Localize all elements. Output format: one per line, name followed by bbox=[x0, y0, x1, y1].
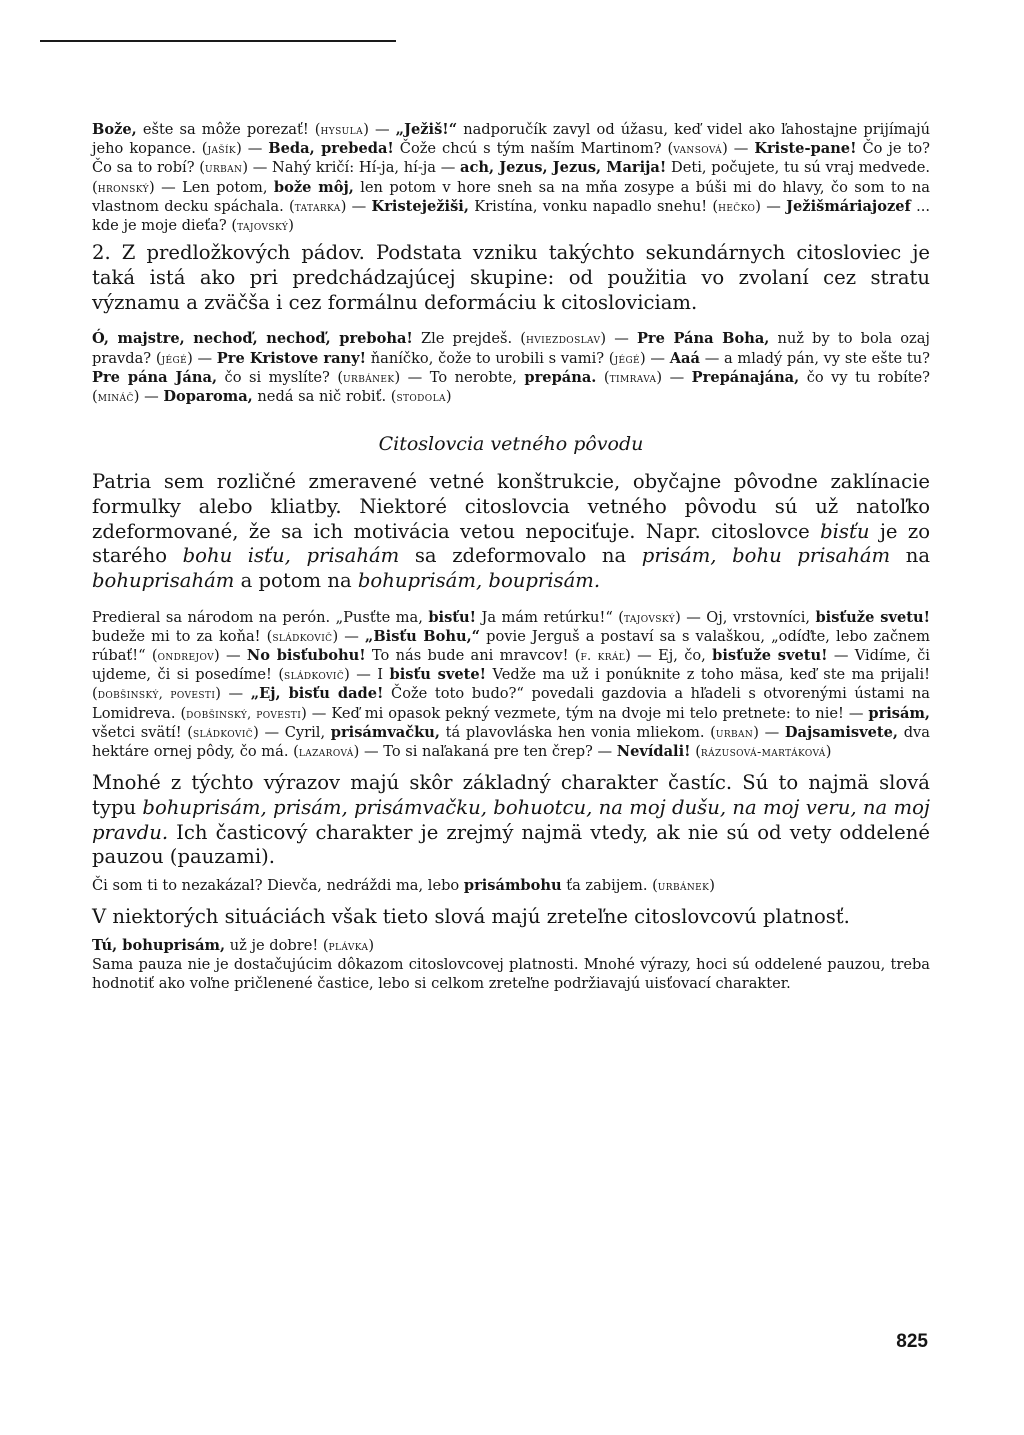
interjection-term: prisámvačku, bbox=[330, 723, 440, 741]
text-run: ) — bbox=[363, 121, 396, 138]
text-run: nadporučík zavyl od úžasu, keď videl ako ľahostajne prijímajú jeho kopance. ( bbox=[92, 121, 930, 158]
interjection-term: prisámbohu bbox=[463, 877, 562, 895]
author-name: dobšinský, povesti bbox=[97, 686, 216, 702]
italic-term: bohuprisám, prisám, prisámvačku, bohuotcu, na moj dušu, na moj veru, na moj pravdu. bbox=[92, 795, 930, 844]
interjection-term: prisám, bbox=[868, 704, 930, 722]
interjection-term: Beda, prebeda! bbox=[268, 140, 394, 158]
author-name: jégé bbox=[161, 350, 188, 366]
interjection-term: „Ježiš!“ bbox=[395, 121, 458, 138]
closing-paragraph bbox=[92, 955, 930, 993]
text-run: Mnohé z týchto výrazov majú skôr základný charakter častíc. Sú to najmä slová typu bbox=[92, 771, 930, 819]
text-run: Deti, počujete, tu sú vraj medvede. ( bbox=[92, 159, 931, 196]
interjection-term: Pre Kristove rany! bbox=[216, 349, 367, 367]
text-run: ) bbox=[368, 937, 375, 954]
text-run: ) — bbox=[133, 387, 164, 405]
interjection-term: Pre pána Jána, bbox=[92, 368, 218, 386]
page-body bbox=[92, 120, 930, 994]
text-run: ... kde je moje dieťa? ( bbox=[92, 197, 931, 235]
example-paragraph-2 bbox=[92, 329, 930, 406]
text-run: Ja mám retúrku!“ ( bbox=[476, 608, 624, 626]
text-run: ) — bbox=[213, 647, 247, 665]
text-run: ) — bbox=[753, 723, 785, 741]
text-run: Predieral sa národom na perón. „Pusťte ma, bbox=[92, 608, 429, 626]
text-run: ) — Keď mi opasok pekný vezmete, tým na dvoje mi telo pretnete: to nie! — bbox=[301, 704, 869, 722]
italic-term: bohu isťu, prisahám bbox=[182, 544, 400, 568]
interjection-term: Dajsamisvete, bbox=[784, 723, 899, 741]
interjection-term: ach, Jezus, Jezus, Marija! bbox=[460, 159, 667, 177]
text-run: len potom v hore sneh sa na mňa zosype a búši mi do hlavy, čo som to na vlastnom decku spáchala. ( bbox=[92, 178, 930, 215]
text-run: ňaníčko, čože to urobili s vami? ( bbox=[366, 349, 615, 367]
author-name: stodola bbox=[396, 388, 446, 404]
interjection-term: Ježišmáriajozef bbox=[786, 197, 911, 215]
author-name: ondrejov bbox=[157, 648, 214, 664]
text-run: ) — Oj, vrstovníci, bbox=[675, 608, 816, 626]
author-name: f. kráľ bbox=[580, 648, 626, 664]
text-run: ) — bbox=[656, 368, 692, 386]
example-sentence-2 bbox=[92, 936, 930, 955]
section-2-paragraph bbox=[92, 241, 930, 315]
text-run: Ich časticový charakter je zrejmý najmä vtedy, ak nie sú od vety oddelené pauzou (pauzami). bbox=[92, 820, 930, 869]
author-name: urban bbox=[204, 160, 243, 176]
text-run: tá plavovláska hen vonia mliekom. ( bbox=[439, 723, 716, 741]
text-run: už je dobre! ( bbox=[225, 937, 329, 954]
interjection-term: Nevídali! bbox=[616, 743, 691, 761]
text-run: ( bbox=[596, 368, 610, 386]
interjection-term: bože môj, bbox=[273, 178, 354, 196]
author-name: dobšinský, povesti bbox=[186, 705, 302, 721]
interjection-term: Kristeježiši, bbox=[371, 197, 469, 215]
author-name: rázusová-martáková bbox=[700, 744, 826, 760]
text-run: ) — To si naľakaná pre ten črep? — bbox=[353, 743, 617, 761]
page-number: 825 bbox=[896, 1331, 928, 1352]
text-run: ( bbox=[690, 743, 701, 761]
text-run: ) — I bbox=[344, 666, 390, 684]
text-run: ) — To nerobte, bbox=[394, 368, 525, 386]
particles-paragraph bbox=[92, 771, 930, 870]
text-run: Čože toto budo?“ povedali gazdovia a hľadeli s otvorenými ústami na Lomidreva. ( bbox=[92, 685, 930, 722]
text-run: Patria sem rozličné zmeravené vetné konštrukcie, obyčajne pôvodne zaklínacie formulky alebo kliatby. Niektoré citoslovcia vetného pôvodu sú už natoľko zdeformované, že sa ich motivácia vetou nepociťuje. Napr. citoslovce bbox=[92, 470, 930, 543]
interjection-term: prepána. bbox=[524, 368, 597, 386]
text-run: budeže mi to za koňa! ( bbox=[92, 627, 273, 645]
example-paragraph-3 bbox=[92, 608, 930, 762]
text-run: ) — bbox=[640, 349, 670, 367]
text-run: Čo je to? Čo sa to robí? ( bbox=[92, 140, 930, 177]
author-name: hronský bbox=[97, 179, 149, 195]
interjection-term: Pre Pána Boha, bbox=[636, 330, 770, 348]
interjection-term: Aaá bbox=[669, 349, 700, 367]
text-run: 2. Z predložkových pádov. Podstata vzniku takýchto sekundárnych citosloviec je taká istá ako pri predchádzajúcej skupine: od použitia vo zvolaní cez stratu významu a zväčša i cez formálnu deformáciu k citosloviciam. bbox=[92, 241, 930, 314]
text-run: ) — bbox=[722, 140, 755, 158]
text-run: všetci svätí! ( bbox=[92, 723, 193, 741]
text-run: ) — bbox=[600, 330, 637, 348]
example-sentence-1 bbox=[92, 876, 930, 895]
text-run: ) bbox=[288, 217, 294, 235]
text-run: povie Jerguš a postaví sa s valaškou, „odíďte, lebo začnem rúbať!“ ( bbox=[92, 627, 930, 665]
example-paragraph-1 bbox=[92, 120, 930, 235]
validity-paragraph bbox=[92, 905, 930, 930]
author-name: plávka bbox=[328, 938, 369, 953]
text-run: na bbox=[890, 544, 931, 568]
intro-paragraph bbox=[92, 470, 930, 594]
interjection-term: „Ej, bisťu dade! bbox=[250, 685, 384, 703]
italic-term: bohuprisám, bouprisám. bbox=[357, 568, 601, 592]
author-name: tatarka bbox=[294, 198, 341, 214]
text-run: Zle prejdeš. ( bbox=[412, 330, 526, 348]
text-run: ) — bbox=[332, 627, 365, 645]
author-name: urbánek bbox=[343, 369, 395, 385]
top-rule bbox=[40, 40, 396, 42]
interjection-term: Tú, bohuprisám, bbox=[92, 937, 226, 954]
text-run: čo vy tu robíte? ( bbox=[92, 368, 930, 405]
author-name: tajovský bbox=[623, 609, 676, 625]
interjection-term: bisťu svete! bbox=[389, 666, 487, 684]
author-name: vansová bbox=[673, 141, 723, 157]
author-name: urban bbox=[715, 724, 754, 740]
italic-term: bisťu bbox=[820, 519, 870, 543]
text-run: ) — Cyril, bbox=[253, 723, 331, 741]
interjection-term: bisťu! bbox=[428, 608, 477, 626]
interjection-term: Doparoma, bbox=[163, 387, 253, 405]
interjection-term: Kriste-pane! bbox=[754, 140, 857, 158]
interjection-term: „Bisťu Bohu,“ bbox=[364, 627, 481, 645]
text-run: ) — bbox=[187, 349, 217, 367]
text-run: — Vidíme, či ujdeme, či si posedíme! ( bbox=[92, 647, 930, 684]
text-run: ) — Ej, čo, bbox=[625, 647, 713, 665]
text-run: ) — bbox=[340, 197, 372, 215]
text-run: ) — bbox=[755, 197, 787, 215]
text-run: — a mladý pán, vy ste ešte tu? bbox=[699, 349, 930, 367]
section-heading: Citoslovcia vetného pôvodu bbox=[378, 433, 644, 456]
italic-term: bohuprisahám bbox=[92, 568, 235, 592]
text-run: Vedže ma už i ponúknite z toho mäsa, keď ste ma prijali! ( bbox=[92, 666, 930, 703]
text-run: nuž by to bola ozaj pravda? ( bbox=[92, 330, 930, 367]
text-run: ) — bbox=[236, 140, 269, 158]
text-run: je zo starého bbox=[92, 519, 930, 568]
text-run: a potom na bbox=[234, 568, 358, 592]
text-run: ) bbox=[445, 387, 452, 405]
author-name: mináč bbox=[97, 388, 134, 404]
text-run: ) — Nahý kričí: Hí-ja, hí-ja — bbox=[242, 159, 461, 177]
text-run: ) — Len potom, bbox=[148, 178, 274, 196]
interjection-term: bisťuže svetu! bbox=[815, 608, 930, 626]
text-run: Kristína, vonku napadlo snehu! ( bbox=[468, 197, 719, 215]
author-name: jégé bbox=[614, 350, 641, 366]
author-name: urbánek bbox=[657, 878, 710, 894]
italic-term: prisám, bohu prisahám bbox=[641, 544, 891, 568]
text-run: ) bbox=[825, 743, 832, 761]
text-run: ) bbox=[709, 877, 715, 895]
text-run: ešte sa môže porezať! bbox=[136, 121, 315, 138]
author-name: hviezdoslav bbox=[525, 331, 601, 347]
text-run: nedá sa nič robiť. ( bbox=[252, 387, 397, 405]
author-name: lazarová bbox=[298, 744, 354, 760]
interjection-term: Bože, bbox=[92, 121, 137, 138]
interjection-term: bisťuže svetu! bbox=[712, 647, 828, 665]
text-run: V niektorých situáciách však tieto slová majú zreteľne citoslovcovú platnosť. bbox=[92, 905, 850, 929]
interjection-term: Ó, majstre, nechoď, nechoď, preboha! bbox=[92, 330, 413, 348]
interjection-term: No bisťubohu! bbox=[246, 647, 366, 665]
interjection-term: Prepánajána, bbox=[691, 368, 800, 386]
text-run: ( bbox=[314, 121, 321, 138]
text-run: ťa zabijem. ( bbox=[561, 877, 658, 895]
text-run: Sama pauza nie je dostačujúcim dôkazom citoslovcovej platnosti. Mnohé výrazy, hoci sú oddelené pauzou, treba hodnotiť ako voľne pričlenené častice, lebo si celkom zreteľne podržiavajú uisťovací charakter. bbox=[92, 956, 930, 993]
text-run: ) — bbox=[215, 685, 251, 703]
author-name: jašík bbox=[207, 141, 237, 157]
text-run: sa zdeformovalo na bbox=[399, 544, 642, 568]
text-run: Či som ti to nezakázal? Dievča, nedráždi ma, lebo bbox=[92, 877, 464, 895]
text-run: čo si myslíte? ( bbox=[217, 368, 344, 386]
author-name: timrava bbox=[609, 369, 657, 385]
author-name: sládkovič bbox=[284, 667, 345, 683]
text-run: Čože chcú s tým naším Martinom? ( bbox=[393, 140, 674, 158]
author-name: hečko bbox=[718, 198, 756, 214]
author-name: hysulа bbox=[320, 122, 364, 137]
text-run: dva hektáre ornej pôdy, čo má. ( bbox=[92, 723, 930, 761]
author-name: sládkovič bbox=[192, 724, 254, 740]
text-run: To nás bude ani mravcov! ( bbox=[365, 647, 581, 665]
author-name: tajovský bbox=[237, 218, 289, 234]
author-name: sládkovič bbox=[272, 628, 333, 644]
